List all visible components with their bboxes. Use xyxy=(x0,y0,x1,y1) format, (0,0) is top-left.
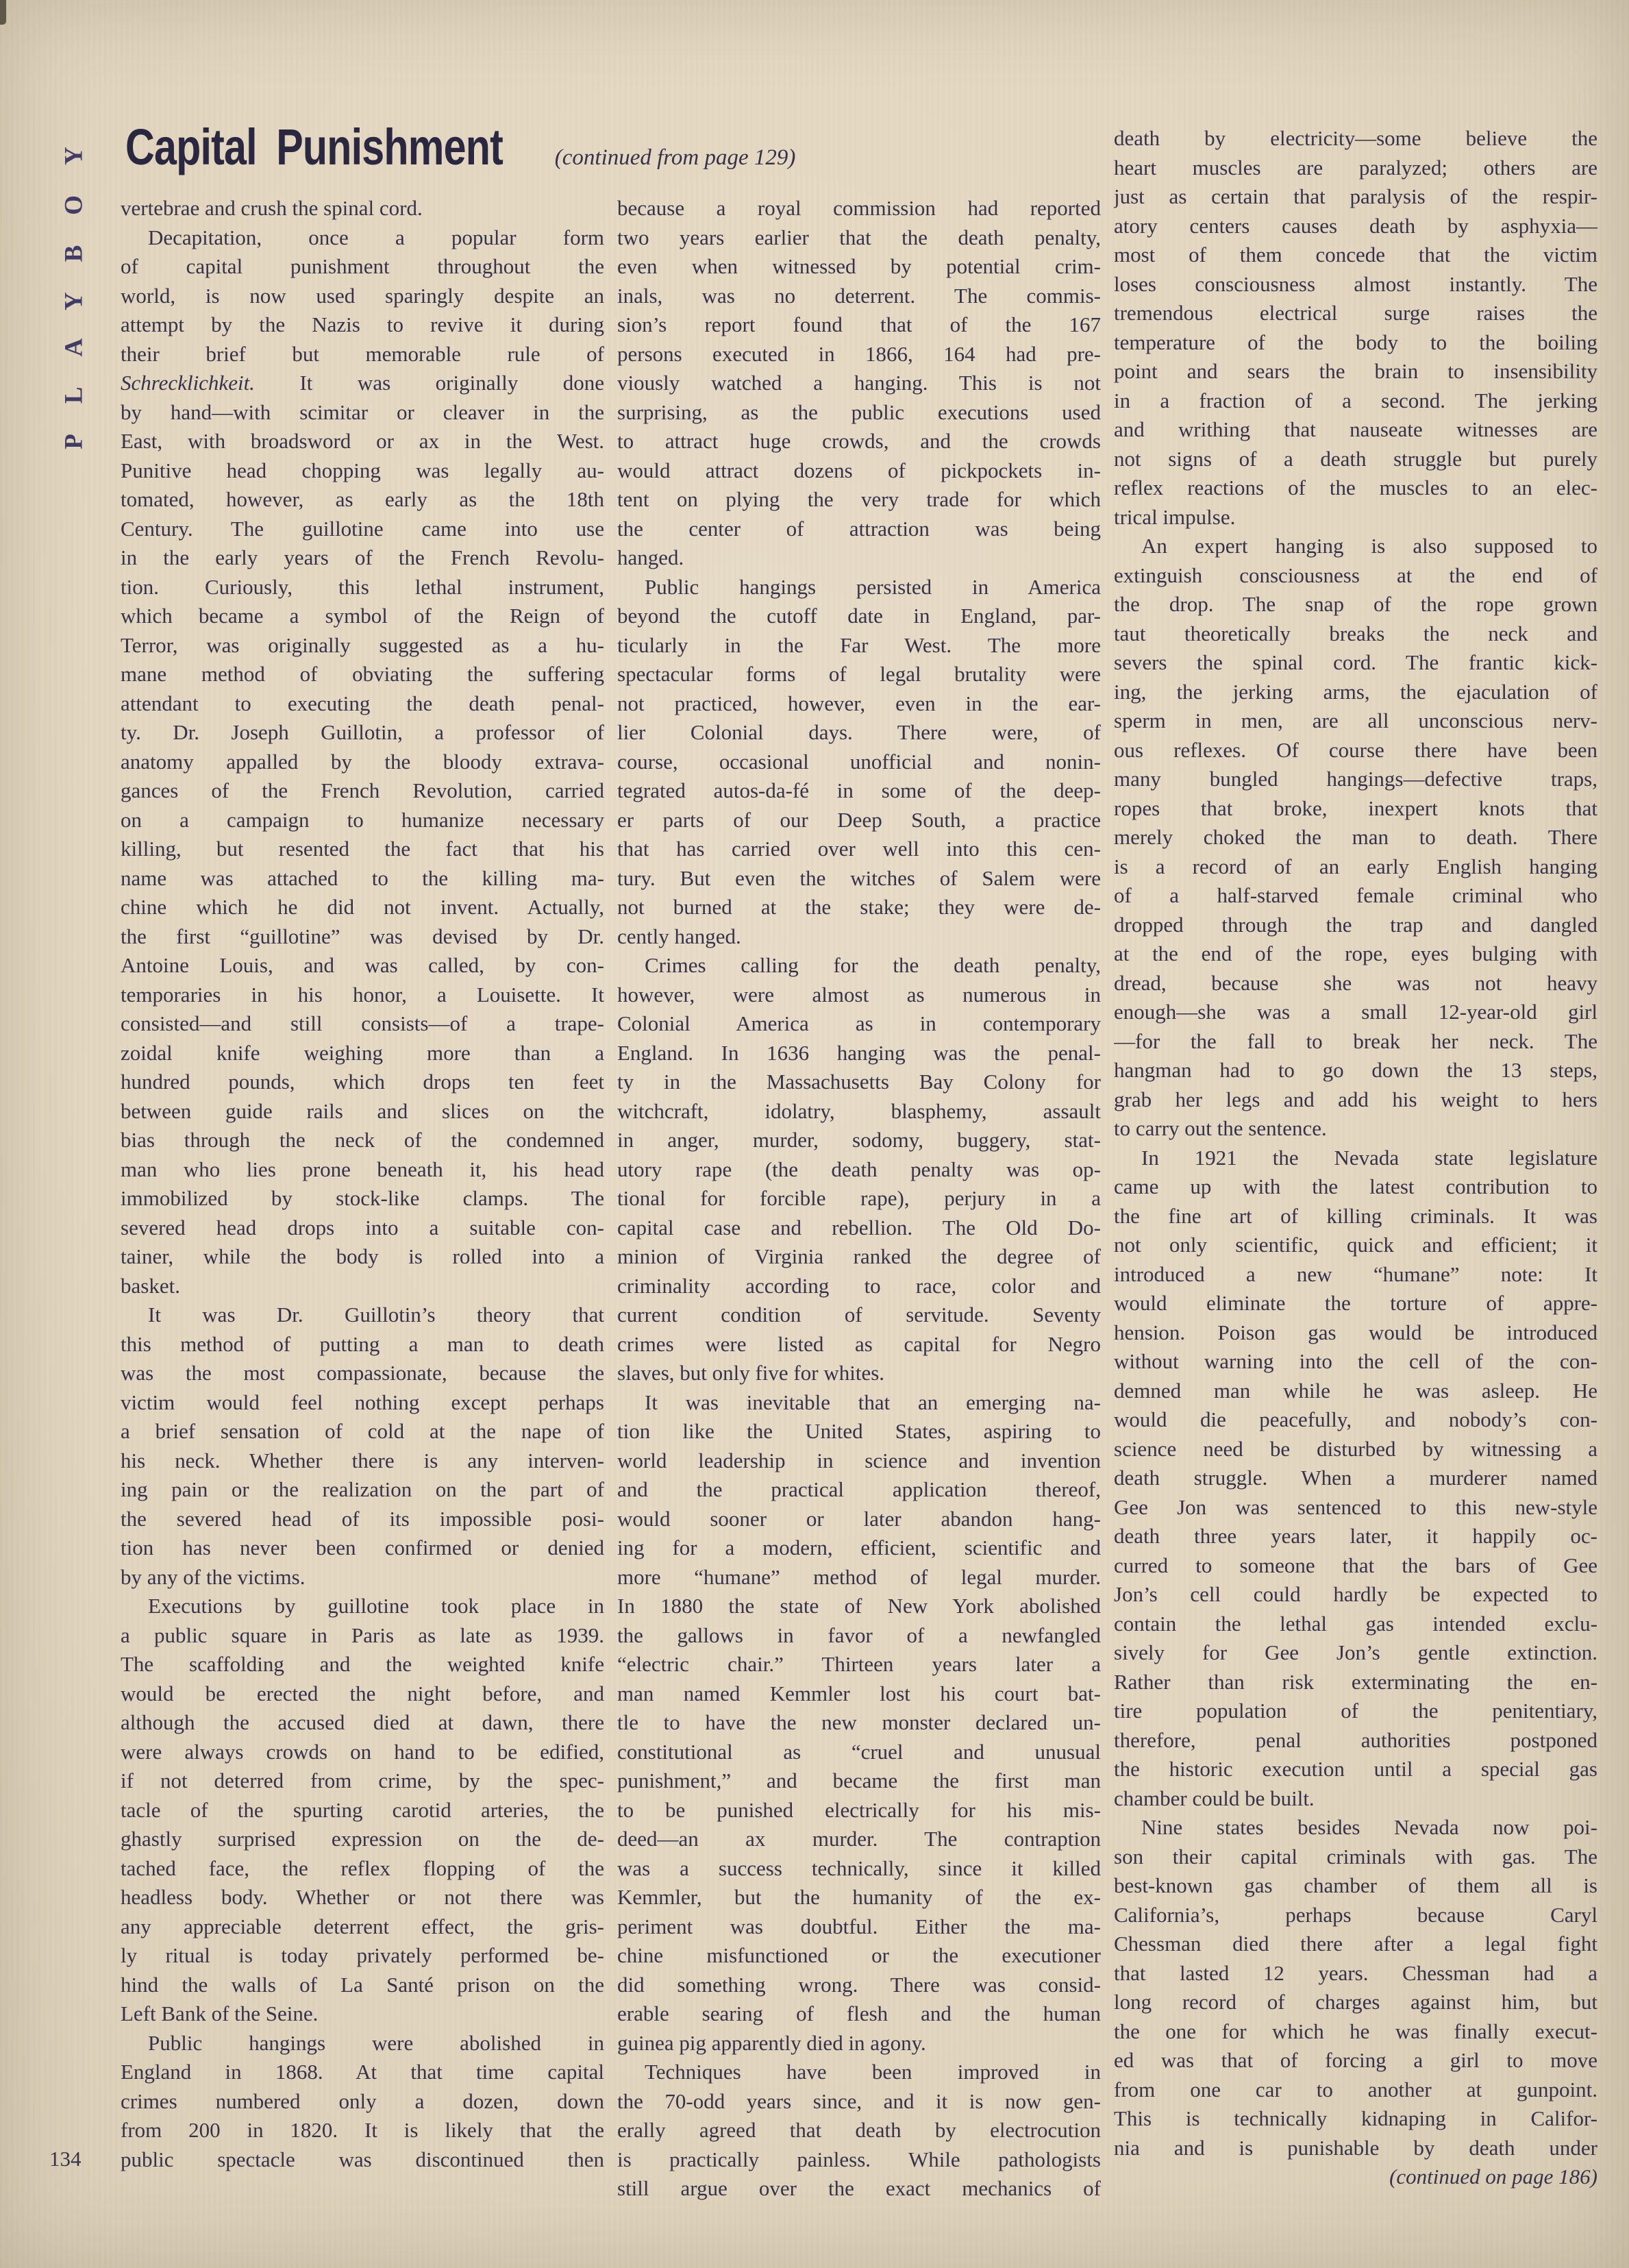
text-line: the drop. The snap of the rope grown xyxy=(1114,592,1597,616)
text-line: spectacular forms of legal brutality were xyxy=(617,662,1101,686)
text-line: was a success technically, since it killed xyxy=(617,1856,1101,1880)
text-line: witchcraft, idolatry, blasphemy, assault xyxy=(617,1098,1101,1123)
text-line: chine misfunctioned or the executioner xyxy=(617,1943,1101,1967)
text-line: best-known gas chamber of them all is xyxy=(1114,1873,1597,1897)
text-line: demned man while he was asleep. He xyxy=(1114,1378,1597,1403)
text-line: Jon’s cell could hardly be expected to xyxy=(1114,1582,1597,1606)
text-line: which became a symbol of the Reign of xyxy=(121,604,604,628)
text-line: to carry out the sentence. xyxy=(1114,1116,1327,1140)
text-line: punishment,” and became the first man xyxy=(617,1768,1101,1792)
text-line: viously watched a hanging. This is not xyxy=(617,371,1101,395)
text-line: tion like the United States, aspiring to xyxy=(617,1419,1101,1443)
text-line: Executions by guillotine took place in xyxy=(148,1594,604,1618)
text-line: the first “guillotine” was devised by Dr. xyxy=(121,924,604,948)
text-line: not only scientific, quick and efficient; it xyxy=(1114,1233,1597,1257)
text-line: Gee Jon was sentenced to this new-style xyxy=(1114,1494,1597,1519)
text-line: —for the fall to break her neck. The xyxy=(1114,1028,1597,1053)
text-line: tion. Curiously, this lethal instrument, xyxy=(121,574,604,599)
text-line: grab her legs and add his weight to hers xyxy=(1114,1087,1597,1111)
text-line: curred to someone that the bars of Gee xyxy=(1114,1553,1597,1577)
text-line: tional for forcible rape), perjury in a xyxy=(617,1186,1101,1210)
text-line: An expert hanging is also supposed to xyxy=(1141,534,1597,558)
text-line: atory centers causes death by asphyxia— xyxy=(1114,213,1597,238)
text-line: Public hangings persisted in America xyxy=(645,574,1101,599)
text-line: In 1880 the state of New York abolished xyxy=(617,1594,1101,1618)
text-line: in anger, murder, sodomy, buggery, stat- xyxy=(617,1128,1101,1152)
text-line: was the most compassionate, because the xyxy=(121,1361,604,1385)
text-line: sion’s report found that of the 167 xyxy=(617,312,1101,336)
text-line: Crimes calling for the death penalty, xyxy=(645,953,1101,977)
text-line: Colonial America as in contemporary xyxy=(617,1011,1101,1035)
text-line: if not deterred from crime, by the spec- xyxy=(121,1768,604,1792)
text-line: erable searing of flesh and the human xyxy=(617,2001,1101,2025)
text-line: were always crowds on hand to be edified, xyxy=(121,1739,604,1764)
text-line: even when witnessed by potential crim- xyxy=(617,254,1101,278)
text-line: did something wrong. There was consid- xyxy=(617,1972,1101,1997)
text-line: would attract dozens of pickpockets in- xyxy=(617,458,1101,482)
text-line: utory rape (the death penalty was op- xyxy=(617,1157,1101,1181)
text-line: came up with the latest contribution to xyxy=(1114,1174,1597,1198)
text-line: This is technically kidnaping in Califor- xyxy=(1114,2106,1597,2130)
text-line: the historic execution until a special gas xyxy=(1114,1757,1597,1781)
text-line: hundred pounds, which drops ten feet xyxy=(121,1070,604,1094)
text-line: this method of putting a man to death xyxy=(121,1331,604,1356)
scan-edge-artifact xyxy=(0,0,6,25)
text-line: ed was that of forcing a girl to move xyxy=(1114,2048,1597,2072)
text-line: England. In 1636 hanging was the penal- xyxy=(617,1040,1101,1065)
text-line: is practically painless. While pathologists xyxy=(617,2147,1101,2171)
text-line: the severed head of its impossible posi- xyxy=(121,1506,604,1531)
text-line: headless body. Whether or not there was xyxy=(121,1885,604,1909)
text-line: chamber could be built. xyxy=(1114,1786,1315,1810)
text-line: tached face, the reflex flopping of the xyxy=(121,1856,604,1880)
text-line: gances of the French Revolution, carried xyxy=(121,778,604,802)
text-line: tury. But even the witches of Salem were xyxy=(617,865,1101,890)
text-line: point and sears the brain to insensibility xyxy=(1114,359,1597,383)
text-line: anatomy appalled by the bloody extrava- xyxy=(121,749,604,774)
text-line: It was inevitable that an emerging na- xyxy=(645,1390,1101,1414)
text-line: tire population of the penitentiary, xyxy=(1114,1699,1597,1723)
text-line: and writhing that nauseate witnesses are xyxy=(1114,417,1597,441)
text-line: dread, because she was not heavy xyxy=(1114,970,1597,995)
text-line: hangman had to go down the 13 steps, xyxy=(1114,1058,1597,1082)
text-line: “electric chair.” Thirteen years later a xyxy=(617,1652,1101,1676)
text-line: Decapitation, once a popular form xyxy=(148,225,604,249)
text-line: England in 1868. At that time capital xyxy=(121,2060,604,2084)
text-line: from one car to another at gunpoint. xyxy=(1114,2077,1597,2101)
text-line: son their capital criminals with gas. The xyxy=(1114,1844,1597,1869)
text-line: temperature of the body to the boiling xyxy=(1114,330,1597,354)
text-line: vertebrae and crush the spinal cord. xyxy=(121,196,423,220)
text-line: not burned at the stake; they were de- xyxy=(617,895,1101,919)
text-line: hanged. xyxy=(617,545,684,569)
text-line: loses consciousness almost instantly. The xyxy=(1114,271,1597,296)
text-line: at the end of the rope, eyes bulging with xyxy=(1114,941,1597,965)
text-line: Schrecklichkeit. It was originally done xyxy=(121,371,604,395)
text-line: science need be disturbed by witnessing a xyxy=(1114,1436,1597,1461)
text-line: by hand—with scimitar or cleaver in the xyxy=(121,399,604,424)
text-line: temporaries in his honor, a Louisette. It xyxy=(121,982,604,1007)
text-line: guinea pig apparently died in agony. xyxy=(617,2030,926,2055)
text-line: Rather than risk exterminating the en- xyxy=(1114,1669,1597,1694)
text-line: on a campaign to humanize necessary xyxy=(121,807,604,832)
text-line: current condition of servitude. Seventy xyxy=(617,1303,1101,1327)
text-line: enough—she was a small 12-year-old girl xyxy=(1114,1000,1597,1024)
text-line: to attract huge crowds, and the crowds xyxy=(617,429,1101,453)
text-column-3 xyxy=(1114,124,1597,2192)
text-line: their brief but memorable rule of xyxy=(121,341,604,366)
text-line: consisted—and still consists—of a trape- xyxy=(121,1011,604,1035)
text-line: immobilized by stock-like clamps. The xyxy=(121,1186,604,1210)
text-line: The scaffolding and the weighted knife xyxy=(121,1652,604,1676)
text-line: world, is now used sparingly despite an xyxy=(121,283,604,308)
article-title: Capital Punishment xyxy=(125,119,503,175)
text-line: although the accused died at dawn, there xyxy=(121,1710,604,1734)
text-line: (continued on page 186) xyxy=(1389,2165,1597,2189)
text-line: attendant to executing the death penal- xyxy=(121,691,604,715)
text-line: tegrated autos-da-fé in some of the deep- xyxy=(617,778,1101,802)
text-line: public spectacle was discontinued then xyxy=(121,2147,604,2171)
text-line: many bungled hangings—defective traps, xyxy=(1114,767,1597,791)
text-line: however, were almost as numerous in xyxy=(617,982,1101,1007)
text-line: inals, was no deterrent. The commis- xyxy=(617,283,1101,308)
text-line: man named Kemmler lost his court bat- xyxy=(617,1681,1101,1705)
text-line: severs the spinal cord. The frantic kick- xyxy=(1114,650,1597,674)
text-line: ty. Dr. Joseph Guillotin, a professor of xyxy=(121,720,604,744)
text-line: persons executed in 1866, 164 had pre- xyxy=(617,341,1101,366)
text-line: and the practical application thereof, xyxy=(617,1477,1101,1501)
text-line: minion of Virginia ranked the degree of xyxy=(617,1244,1101,1268)
article-header xyxy=(125,121,795,174)
text-line: tacle of the spurting carotid arteries, the xyxy=(121,1797,604,1822)
text-line: basket. xyxy=(121,1273,180,1298)
text-line: tomated, however, as early as the 18th xyxy=(121,487,604,511)
text-line: therefore, penal authorities postponed xyxy=(1114,1727,1597,1752)
text-line: that lasted 12 years. Chessman had a xyxy=(1114,1960,1597,1985)
text-line: chine which he did not invent. Actually, xyxy=(121,895,604,919)
text-line: his neck. Whether there is any interven- xyxy=(121,1448,604,1472)
text-line: without warning into the cell of the con- xyxy=(1114,1349,1597,1373)
text-line: death three years later, it happily oc- xyxy=(1114,1524,1597,1548)
text-line: nia and is punishable by death under xyxy=(1114,2135,1597,2160)
text-line: beyond the cutoff date in England, par- xyxy=(617,604,1101,628)
text-line: tent on plying the very trade for which xyxy=(617,487,1101,511)
text-line: just as certain that paralysis of the respir- xyxy=(1114,184,1597,208)
text-line: slaves, but only five for whites. xyxy=(617,1361,885,1385)
text-line: sperm in men, are all unconscious nerv- xyxy=(1114,708,1597,732)
text-line: not signs of a death struggle but purely xyxy=(1114,446,1597,471)
text-line: Antoine Louis, and was called, by con- xyxy=(121,953,604,977)
text-line: extinguish consciousness at the end of xyxy=(1114,563,1597,587)
magazine-spine-label xyxy=(56,116,92,449)
text-line: ous reflexes. Of course there have been xyxy=(1114,737,1597,762)
continued-from-note: (continued from page 129) xyxy=(554,145,796,170)
text-line: tainer, while the body is rolled into a xyxy=(121,1244,604,1268)
text-line: hension. Poison gas would be introduced xyxy=(1114,1320,1597,1344)
text-line: er parts of our Deep South, a practice xyxy=(617,807,1101,832)
text-line: ly ritual is today privately performed be- xyxy=(121,1943,604,1967)
text-line: ropes that broke, inexpert knots that xyxy=(1114,796,1597,820)
text-line: death by electricity—some believe the xyxy=(1114,126,1597,150)
text-line: crimes numbered only a dozen, down xyxy=(121,2088,604,2113)
text-line: periment was doubtful. Either the ma- xyxy=(617,1914,1101,1938)
text-line: deed—an ax murder. The contraption xyxy=(617,1827,1101,1851)
text-line: course, occasional unofficial and nonin- xyxy=(617,749,1101,774)
text-line: dropped through the trap and dangled xyxy=(1114,912,1597,937)
text-line: of capital punishment throughout the xyxy=(121,254,604,278)
text-line: California’s, perhaps because Caryl xyxy=(1114,1902,1597,1927)
text-line: Punitive head chopping was legally au- xyxy=(121,458,604,482)
text-line: man who lies prone beneath it, his head xyxy=(121,1157,604,1181)
text-line: attempt by the Nazis to revive it during xyxy=(121,312,604,336)
text-line: taut theoretically breaks the neck and xyxy=(1114,621,1597,645)
text-line: two years earlier that the death penalty, xyxy=(617,225,1101,249)
text-line: would sooner or later abandon hang- xyxy=(617,1506,1101,1531)
text-column-1 xyxy=(121,194,604,2174)
text-line: victim would feel nothing except perhaps xyxy=(121,1390,604,1414)
text-line: bias through the neck of the condemned xyxy=(121,1128,604,1152)
text-line: name was attached to the killing ma- xyxy=(121,865,604,890)
text-line: Left Bank of the Seine. xyxy=(121,2001,319,2025)
text-line: that has carried over well into this cen- xyxy=(617,837,1101,861)
text-line: ing, the jerking arms, the ejaculation of xyxy=(1114,679,1597,704)
text-line: heart muscles are paralyzed; others are xyxy=(1114,155,1597,180)
text-line: Chessman died there after a legal fight xyxy=(1114,1932,1597,1956)
text-line: Techniques have been improved in xyxy=(645,2060,1101,2084)
text-line: constitutional as “cruel and unusual xyxy=(617,1739,1101,1764)
text-line: tion has never been confirmed or denied xyxy=(121,1536,604,1560)
text-line: world leadership in science and invention xyxy=(617,1448,1101,1472)
text-line: long record of charges against him, but xyxy=(1114,1990,1597,2014)
text-line: still argue over the exact mechanics of xyxy=(617,2176,1101,2200)
text-line: criminality according to race, color and xyxy=(617,1273,1101,1298)
text-line: surprising, as the public executions used xyxy=(617,399,1101,424)
text-line: erally agreed that death by electrocution xyxy=(617,2118,1101,2142)
text-line: a brief sensation of cold at the nape of xyxy=(121,1419,604,1443)
text-line: ticularly in the Far West. The more xyxy=(617,632,1101,657)
text-line: ing pain or the realization on the part of xyxy=(121,1477,604,1501)
text-line: the one for which he was finally execut- xyxy=(1114,2019,1597,2043)
text-line: the 70-odd years since, and it is now gen- xyxy=(617,2088,1101,2113)
text-line: in a fraction of a second. The jerking xyxy=(1114,388,1597,412)
text-line: ghastly surprised expression on the de- xyxy=(121,1827,604,1851)
text-line: severed head drops into a suitable con- xyxy=(121,1215,604,1240)
text-line: Public hangings were abolished in xyxy=(148,2030,604,2055)
text-line: the center of attraction was being xyxy=(617,516,1101,541)
text-line: merely choked the man to death. There xyxy=(1114,825,1597,849)
text-line: by any of the victims. xyxy=(121,1564,306,1589)
text-line: a public square in Paris as late as 1939. xyxy=(121,1623,604,1647)
text-line: mane method of obviating the suffering xyxy=(121,662,604,686)
text-line: Terror, was originally suggested as a hu- xyxy=(121,632,604,657)
text-line: would die peacefully, and nobody’s con- xyxy=(1114,1407,1597,1431)
text-line: lier Colonial days. There were, of xyxy=(617,720,1101,744)
text-line: more “humane” method of legal murder. xyxy=(617,1564,1101,1589)
text-line: capital case and rebellion. The Old Do- xyxy=(617,1215,1101,1240)
text-line: Nine states besides Nevada now poi- xyxy=(1141,1815,1597,1839)
text-line: of a half-starved female criminal who xyxy=(1114,883,1597,907)
text-line: not practiced, however, even in the ear- xyxy=(617,691,1101,715)
text-column-2 xyxy=(617,194,1101,2204)
text-line: killing, but resented the fact that his xyxy=(121,837,604,861)
text-line: Kemmler, but the humanity of the ex- xyxy=(617,1885,1101,1909)
text-line: any appreciable deterrent effect, the gris- xyxy=(121,1914,604,1938)
text-line: reflex reactions of the muscles to an elec- xyxy=(1114,476,1597,500)
text-line: cently hanged. xyxy=(617,924,741,948)
text-line: death struggle. When a murderer named xyxy=(1114,1466,1597,1490)
text-line: from 200 in 1820. It is likely that the xyxy=(121,2118,604,2142)
text-line: ty in the Massachusetts Bay Colony for xyxy=(617,1070,1101,1094)
text-line: would be erected the night before, and xyxy=(121,1681,604,1705)
text-line: to be punished electrically for his mis- xyxy=(617,1797,1101,1822)
text-line: because a royal commission had reported xyxy=(617,196,1101,220)
text-line: Century. The guillotine came into use xyxy=(121,516,604,541)
text-line: contain the lethal gas intended exclu- xyxy=(1114,1611,1597,1636)
text-line: is a record of an early English hanging xyxy=(1114,854,1597,878)
text-line: the gallows in favor of a newfangled xyxy=(617,1623,1101,1647)
text-line: would eliminate the torture of appre- xyxy=(1114,1291,1597,1315)
text-line: hind the walls of La Santé prison on the xyxy=(121,1972,604,1997)
text-line: trical impulse. xyxy=(1114,504,1236,529)
text-line: tremendous electrical surge raises the xyxy=(1114,301,1597,325)
text-line: ing for a modern, efficient, scientific and xyxy=(617,1536,1101,1560)
text-line: sively for Gee Jon’s gentle extinction. xyxy=(1114,1640,1597,1664)
page-number: 134 xyxy=(49,2147,82,2171)
text-line: It was Dr. Guillotin’s theory that xyxy=(148,1303,604,1327)
text-line: introduced a new “humane” note: It xyxy=(1114,1261,1597,1286)
text-line: tle to have the new monster declared un- xyxy=(617,1710,1101,1734)
text-line: In 1921 the Nevada state legislature xyxy=(1141,1145,1597,1170)
text-line: the fine art of killing criminals. It was xyxy=(1114,1203,1597,1228)
text-line: East, with broadsword or ax in the West. xyxy=(121,429,604,453)
text-line: in the early years of the French Revolu- xyxy=(121,545,604,569)
text-line: most of them concede that the victim xyxy=(1114,243,1597,267)
text-line: between guide rails and slices on the xyxy=(121,1098,604,1123)
spine-label-text: PLAYBOY xyxy=(60,116,88,449)
text-line: crimes were listed as capital for Negro xyxy=(617,1331,1101,1356)
text-line: zoidal knife weighing more than a xyxy=(121,1040,604,1065)
